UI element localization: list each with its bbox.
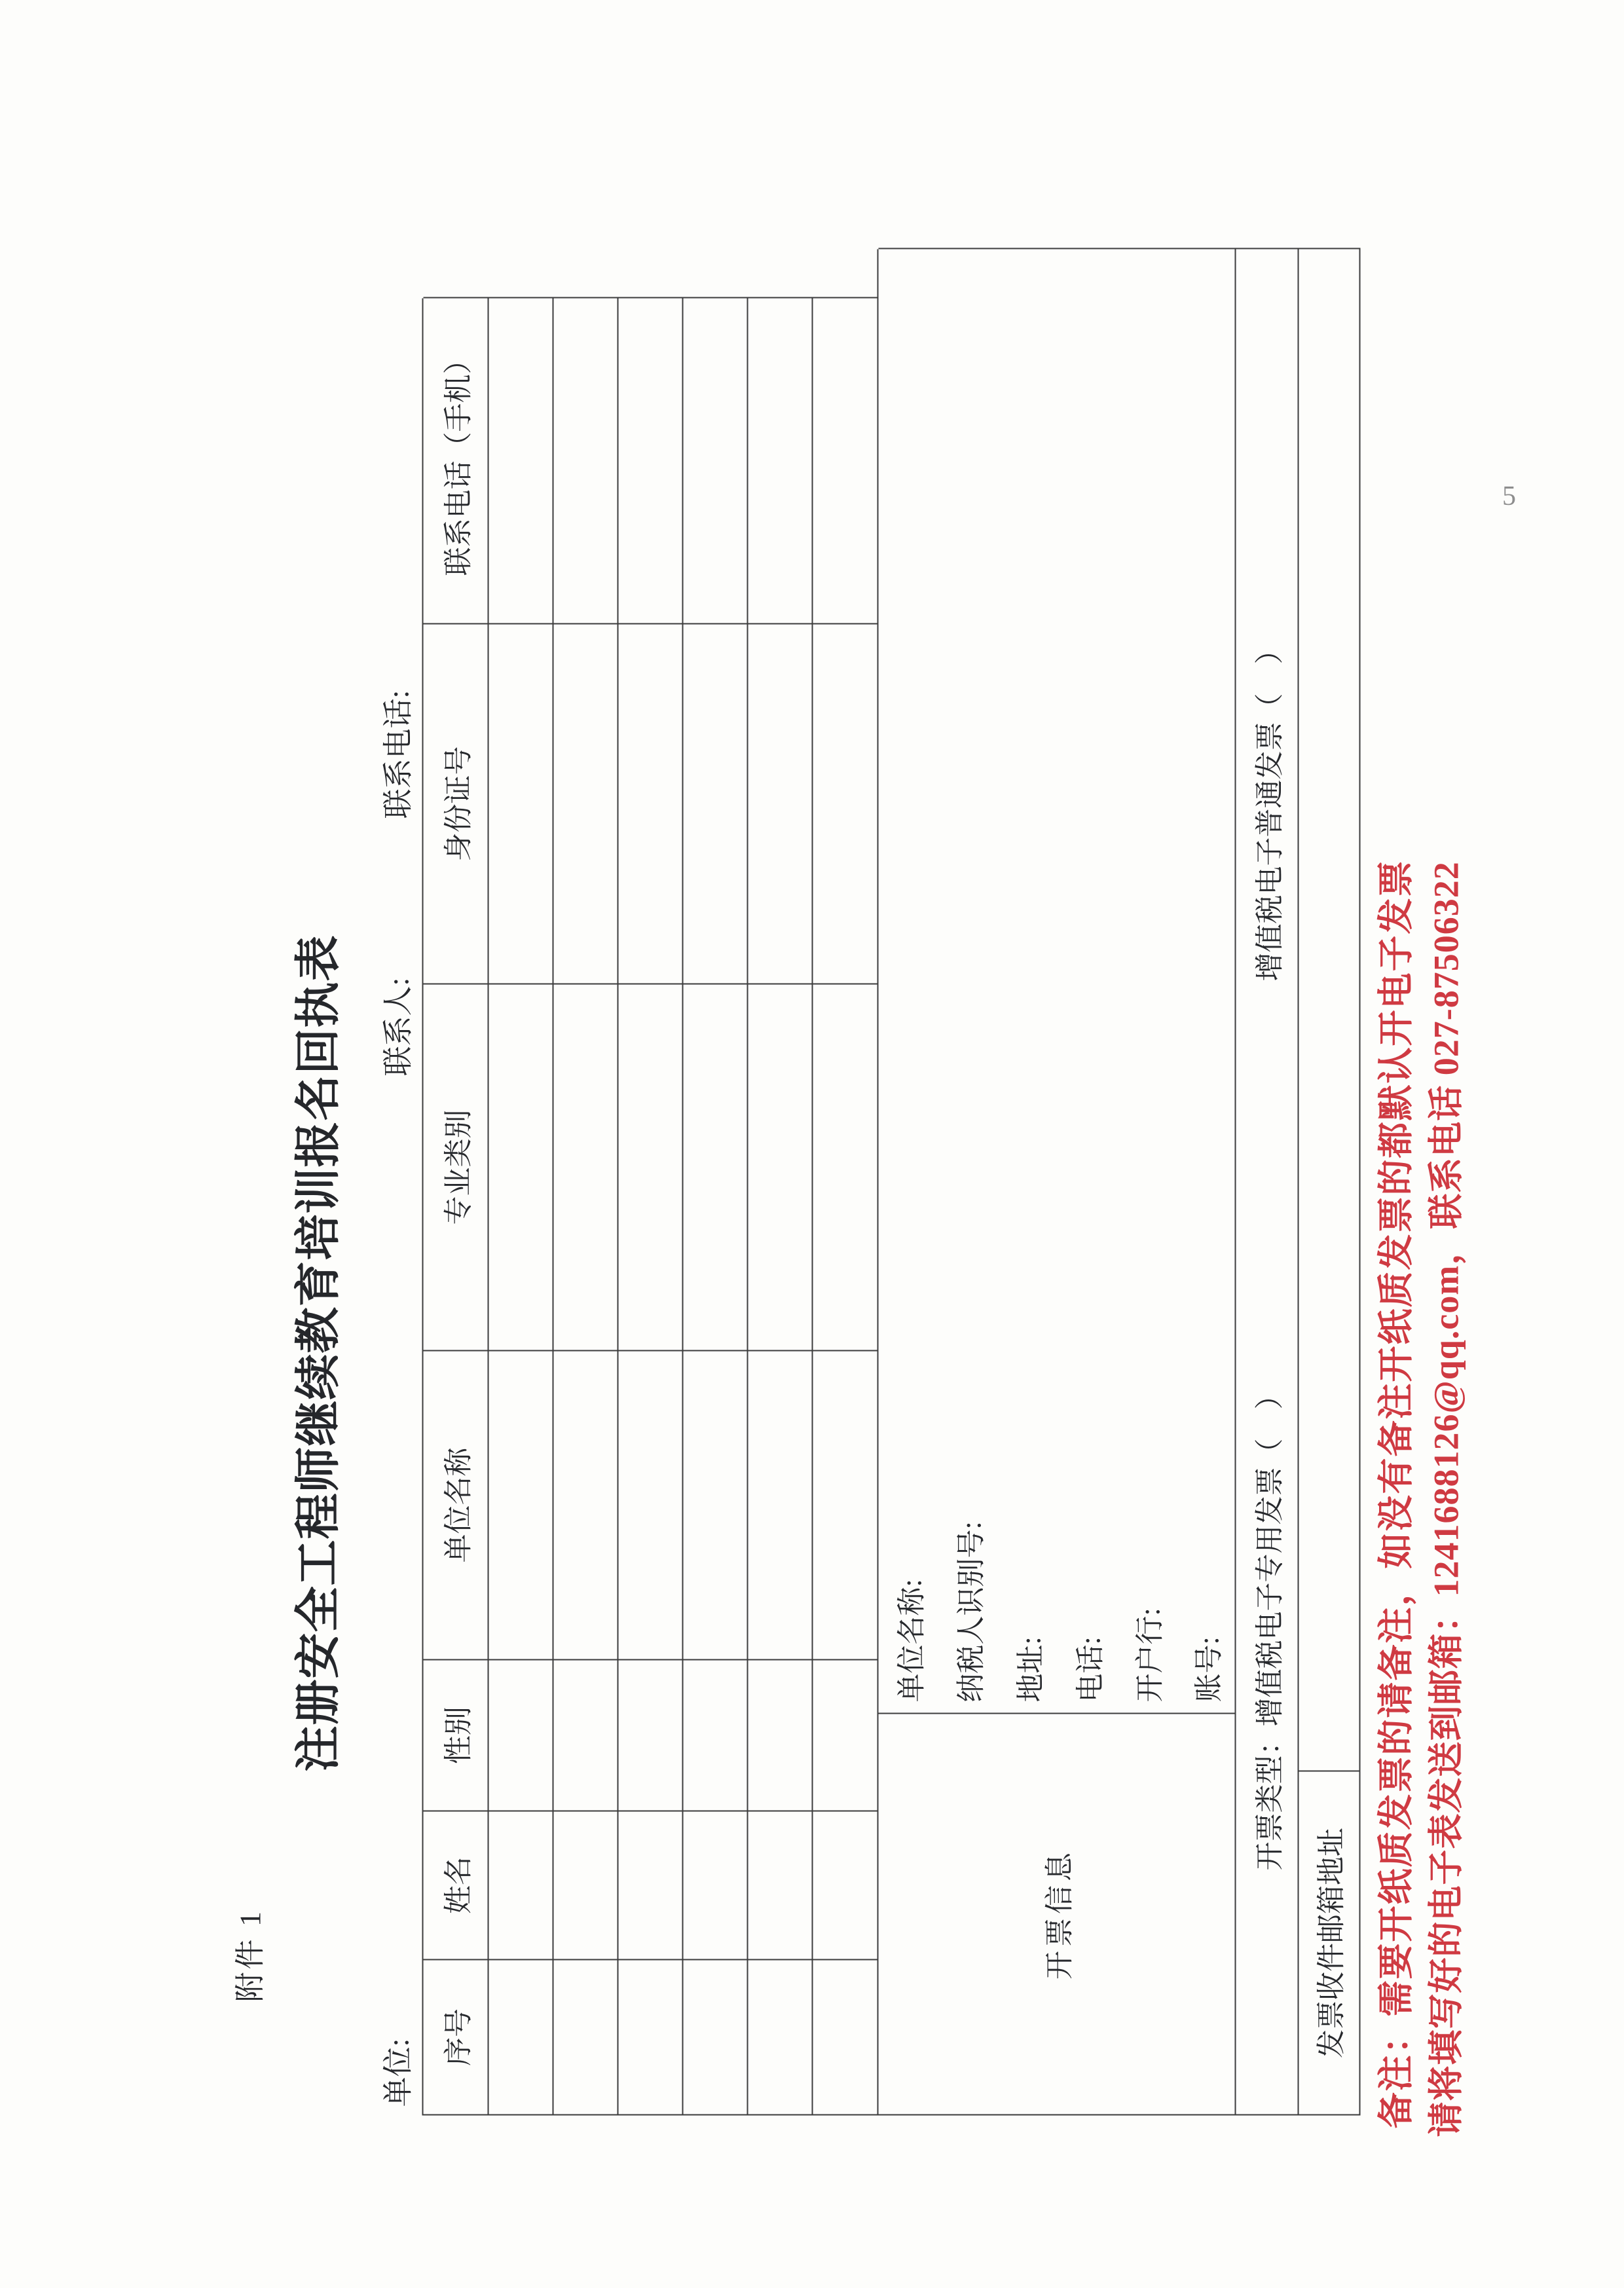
roster-empty-cell [748,1811,813,1959]
landscape-form-sheet [0,1,1624,2288]
roster-empty-cell [489,297,554,623]
roster-empty-cell [813,1811,878,1959]
email-value-cell [1298,248,1361,1771]
roster-empty-cell [554,1811,619,1959]
invoice-type-option-general: 增值税电子普通发票（ ） [1253,635,1286,982]
roster-empty-cell [684,984,748,1350]
roster-empty-cell [684,297,748,623]
invoice-field-account: 账号: [1177,248,1236,1713]
invoice-field-address: 地址: [998,248,1058,1713]
roster-empty-cell [748,984,813,1350]
roster-empty-cell [554,623,619,984]
invoice-field-taxpayer-id: 纳税人识别号: [938,248,998,1713]
attachment-label: 附件 1 [233,1909,267,2002]
roster-empty-cell [489,1811,554,1959]
roster-empty-cell [619,1350,684,1659]
email-label-cell: 发票收件邮箱地址 [1298,1771,1361,2114]
roster-empty-cell [619,1659,684,1811]
header-cell-unit: 单位名称 [424,1350,489,1659]
roster-empty-cell [748,297,813,623]
contact-person-label: 联系人: [381,977,415,1077]
roster-empty-cell [489,1959,554,2114]
invoice-info-label-cell: 开票信息 [879,1713,1236,2114]
invoice-field-unit-name: 单位名称: [879,248,938,1713]
invoice-field-phone: 电话: [1058,248,1117,1713]
roster-empty-cell [684,1811,748,1959]
roster-empty-cell [554,1350,619,1659]
invoice-field-bank: 开户行: [1117,248,1177,1713]
roster-empty-cell [748,1659,813,1811]
invoice-info-section [877,249,1299,2116]
roster-empty-cell [684,1959,748,2114]
roster-empty-cell [684,623,748,984]
roster-table [422,299,878,2116]
roster-empty-cell [554,1659,619,1811]
page-number: 5 [1502,481,1516,511]
roster-empty-cell [619,623,684,984]
roster-empty-cell [619,984,684,1350]
roster-empty-cell [489,1659,554,1811]
roster-empty-cell [813,623,878,984]
roster-empty-cell [748,623,813,984]
form-title: 注册安全工程师继续教育培训报名回执表 [293,934,344,1772]
remark-line-2: 请将填写好的电子表发送到邮箱：1241688126@qq.com，联系电话 027-87506322 [1426,861,1466,2137]
roster-empty-cell [684,1350,748,1659]
roster-empty-cell [489,984,554,1350]
roster-empty-cell [684,1659,748,1811]
roster-empty-cell [554,297,619,623]
roster-empty-cell [748,1350,813,1659]
header-cell-mobile: 联系电话（手机） [424,297,489,623]
roster-empty-cell [619,1959,684,2114]
contact-phone-label: 联系电话: [381,690,415,819]
roster-empty-cell [619,297,684,623]
roster-empty-cell [748,1959,813,2114]
roster-empty-cell [619,1811,684,1959]
header-cell-name: 姓名 [424,1811,489,1959]
roster-empty-cell [813,297,878,623]
header-cell-gender: 性别 [424,1659,489,1811]
invoice-type-option-special: 开票类型：增值税电子专用发票（ ） [1253,1380,1286,1871]
roster-empty-cell [554,1959,619,2114]
unit-label: 单位: [381,2038,415,2107]
roster-empty-cell [813,984,878,1350]
invoice-email-row [1298,249,1361,2116]
roster-empty-cell [489,1350,554,1659]
roster-empty-cell [489,623,554,984]
header-cell-specialty: 专业类别 [424,984,489,1350]
roster-empty-cell [813,1959,878,2114]
roster-empty-cell [813,1659,878,1811]
header-cell-index: 序号 [424,1959,489,2114]
invoice-type-row [1236,248,1299,2114]
roster-empty-cell [813,1350,878,1659]
remark-line-1: 备注：需要开纸质发票的请备注，如没有备注开纸质发票的都默认开电子发票 [1376,859,1416,2129]
header-cell-idnumber: 身份证号 [424,623,489,984]
roster-empty-cell [554,984,619,1350]
